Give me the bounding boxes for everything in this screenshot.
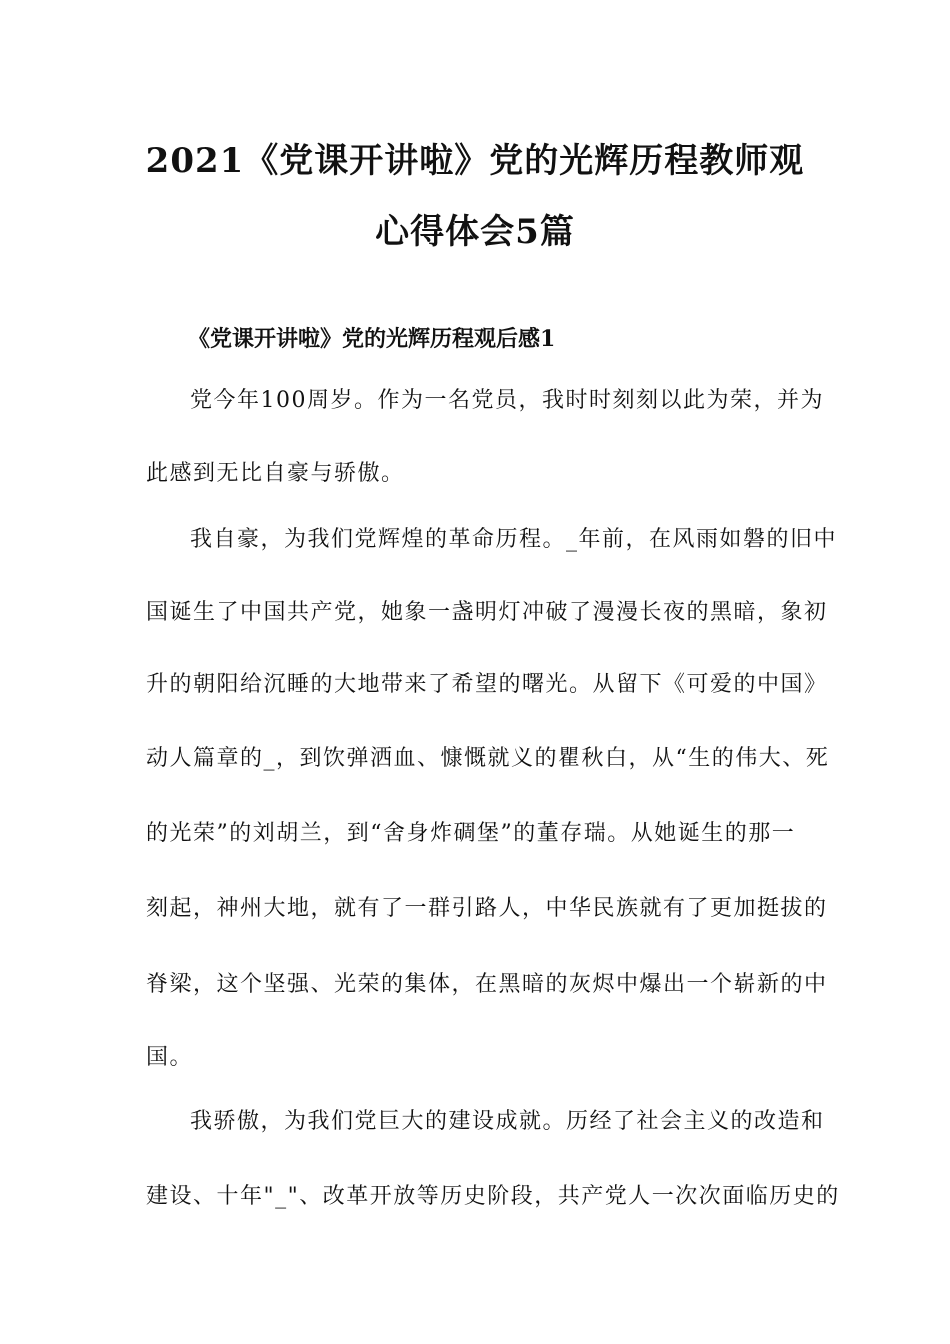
paragraph-line: 动人篇章的_，到饮弹洒血、慷慨就义的瞿秋白，从“生的伟大、死 (146, 746, 830, 771)
paragraph-line: 建设、十年"_"、改革开放等历史阶段，共产党人一次次面临历史的 (146, 1184, 840, 1209)
paragraph-line: 的光荣”的刘胡兰，到“舍身炸碉堡”的董存瑞。从她诞生的那一 (146, 821, 796, 846)
paragraph-line: 升的朝阳给沉睡的大地带来了希望的曙光。从留下《可爱的中国》 (146, 672, 828, 697)
document-title-line-2: 心得体会5篇 (375, 212, 575, 252)
section-heading: 《党课开讲啦》党的光辉历程观后感1 (188, 326, 556, 352)
paragraph-line: 此感到无比自豪与骄傲。 (146, 461, 405, 486)
document-title-line-1: 2021《党课开讲啦》党的光辉历程教师观 (145, 141, 805, 181)
paragraph-line: 党今年100周岁。作为一名党员，我时时刻刻以此为荣，并为 (190, 388, 824, 413)
paragraph-line: 我自豪，为我们党辉煌的革命历程。_年前，在风雨如磐的旧中 (190, 527, 838, 552)
paragraph-line: 国。 (146, 1045, 194, 1070)
paragraph-line: 国诞生了中国共产党，她象一盏明灯冲破了漫漫长夜的黑暗，象初 (146, 600, 828, 625)
paragraph-line: 我骄傲，为我们党巨大的建设成就。历经了社会主义的改造和 (190, 1109, 825, 1134)
paragraph-line: 脊梁，这个坚强、光荣的集体，在黑暗的灰烬中爆出一个崭新的中 (146, 972, 828, 997)
paragraph-line: 刻起，神州大地，就有了一群引路人，中华民族就有了更加挺拔的 (146, 896, 828, 921)
